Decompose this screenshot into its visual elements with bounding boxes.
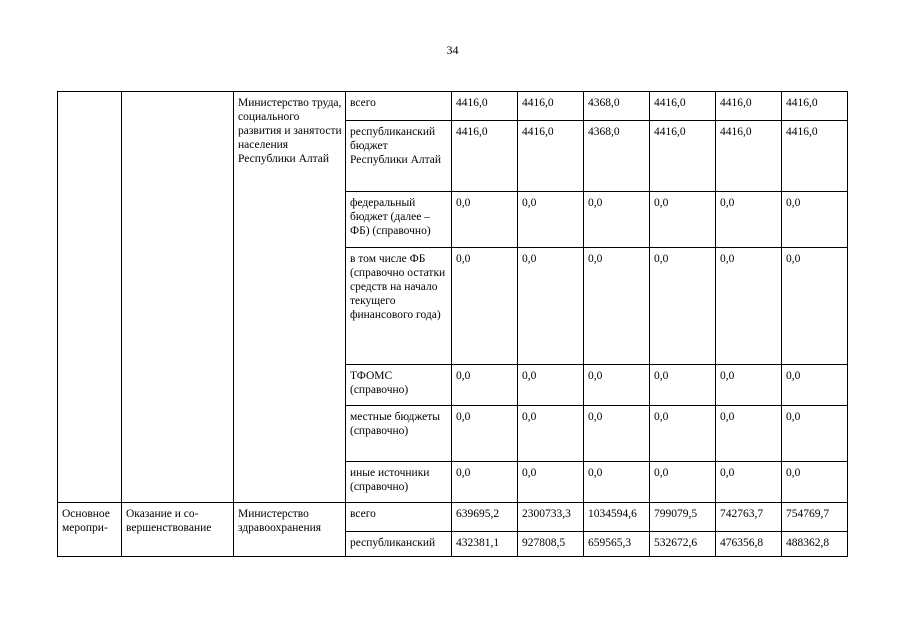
value-cell: 0,0: [518, 365, 584, 406]
value-cell: 4416,0: [518, 121, 584, 192]
value-cell: 0,0: [584, 192, 650, 248]
value-cell: 0,0: [716, 365, 782, 406]
value-cell: 0,0: [518, 462, 584, 503]
value-cell: 476356,8: [716, 532, 782, 557]
value-cell: 0,0: [716, 462, 782, 503]
value-cell: 0,0: [782, 462, 848, 503]
value-cell: 0,0: [452, 406, 518, 462]
value-cell: 0,0: [452, 192, 518, 248]
value-cell: 0,0: [452, 365, 518, 406]
value-cell: 0,0: [782, 248, 848, 365]
status-cell: [58, 92, 122, 503]
source-cell: местные бюджеты (справочно): [346, 406, 452, 462]
value-cell: 4416,0: [650, 92, 716, 121]
value-cell: 4416,0: [782, 121, 848, 192]
value-cell: 4416,0: [518, 92, 584, 121]
value-cell: 0,0: [584, 406, 650, 462]
value-cell: 0,0: [452, 248, 518, 365]
value-cell: 659565,3: [584, 532, 650, 557]
executor-cell: Министерство здравоохранения: [234, 503, 346, 557]
value-cell: 0,0: [452, 462, 518, 503]
value-cell: 0,0: [782, 406, 848, 462]
source-cell: в том числе ФБ (справочно остатки средств на начало текущего финансового года): [346, 248, 452, 365]
source-cell: всего: [346, 92, 452, 121]
program-name-cell: Оказание и со-вершенствование: [122, 503, 234, 557]
value-cell: 4416,0: [452, 121, 518, 192]
value-cell: 4416,0: [452, 92, 518, 121]
source-cell: республиканский: [346, 532, 452, 557]
value-cell: 532672,6: [650, 532, 716, 557]
source-cell: республиканский бюджет Республики Алтай: [346, 121, 452, 192]
program-name-cell: [122, 92, 234, 503]
value-cell: 4416,0: [782, 92, 848, 121]
value-cell: 0,0: [716, 406, 782, 462]
value-cell: 0,0: [716, 192, 782, 248]
source-cell: федеральный бюджет (далее – ФБ) (справочно): [346, 192, 452, 248]
budget-table: [57, 91, 848, 557]
value-cell: 0,0: [518, 248, 584, 365]
value-cell: 799079,5: [650, 503, 716, 532]
value-cell: 927808,5: [518, 532, 584, 557]
value-cell: 0,0: [518, 406, 584, 462]
value-cell: 488362,8: [782, 532, 848, 557]
value-cell: 0,0: [782, 365, 848, 406]
value-cell: 4368,0: [584, 121, 650, 192]
value-cell: 742763,7: [716, 503, 782, 532]
value-cell: 0,0: [650, 248, 716, 365]
source-cell: иные источники (справочно): [346, 462, 452, 503]
value-cell: 0,0: [650, 462, 716, 503]
value-cell: 0,0: [584, 248, 650, 365]
value-cell: 639695,2: [452, 503, 518, 532]
value-cell: 0,0: [650, 365, 716, 406]
value-cell: 4368,0: [584, 92, 650, 121]
value-cell: 432381,1: [452, 532, 518, 557]
table-row: [58, 503, 848, 532]
value-cell: 0,0: [584, 462, 650, 503]
value-cell: 0,0: [650, 406, 716, 462]
value-cell: 0,0: [782, 192, 848, 248]
page-number: 34: [446, 43, 459, 57]
value-cell: 0,0: [716, 248, 782, 365]
value-cell: 1034594,6: [584, 503, 650, 532]
value-cell: 4416,0: [650, 121, 716, 192]
value-cell: 4416,0: [716, 92, 782, 121]
status-cell: Основное меропри-: [58, 503, 122, 557]
source-cell: ТФОМС (справочно): [346, 365, 452, 406]
value-cell: 0,0: [650, 192, 716, 248]
source-cell: всего: [346, 503, 452, 532]
table-row: [58, 92, 848, 121]
executor-cell: Министерство труда, социального развития и занятости населения Республики Алтай: [234, 92, 346, 503]
value-cell: 754769,7: [782, 503, 848, 532]
value-cell: 4416,0: [716, 121, 782, 192]
value-cell: 0,0: [518, 192, 584, 248]
value-cell: 2300733,3: [518, 503, 584, 532]
value-cell: 0,0: [584, 365, 650, 406]
